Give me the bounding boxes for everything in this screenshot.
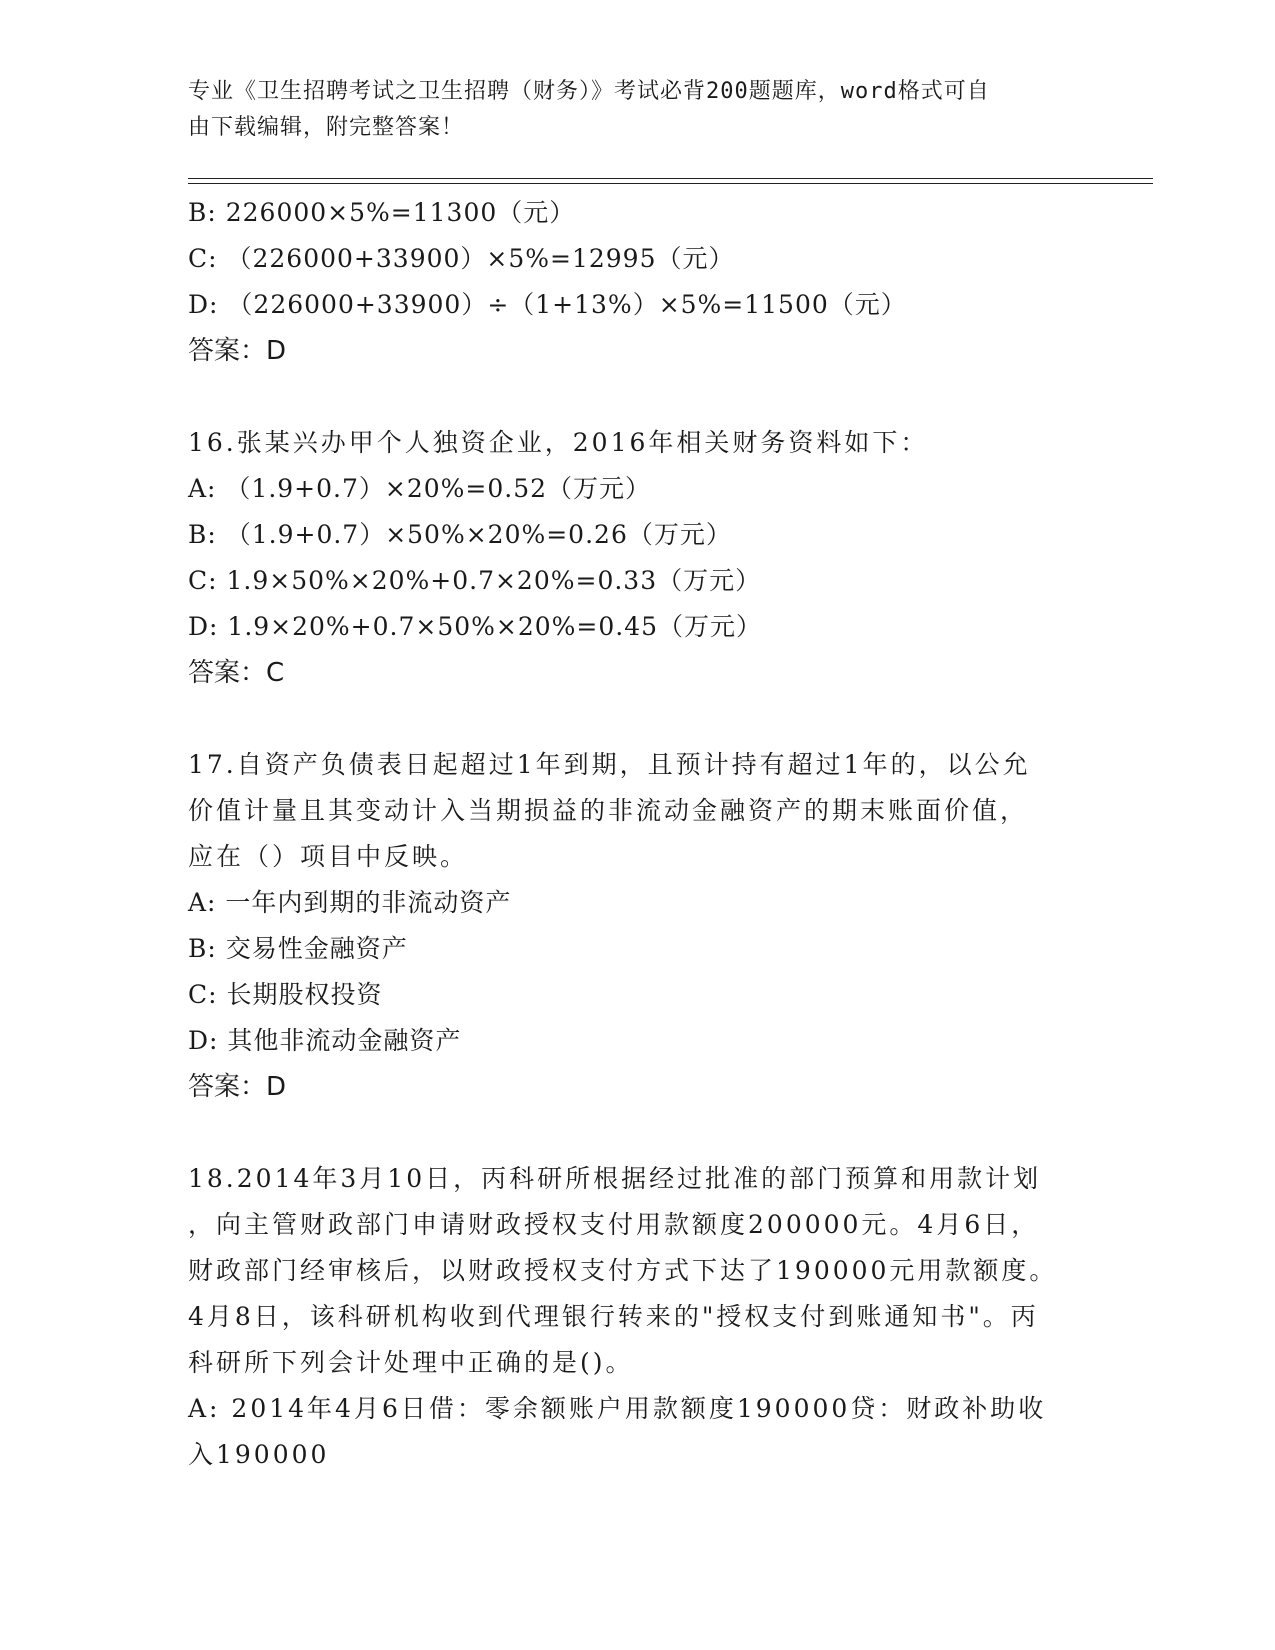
spacer [188, 374, 1088, 420]
option-c: C: 长期股权投资 [188, 980, 383, 1009]
question-stem-line-4: 4月8日，该科研机构收到代理银行转来的"授权支付到账通知书"。丙 [188, 1302, 1039, 1331]
option-d: D: （226000+33900）÷（1+13%）×5%=11500（元） [188, 290, 907, 319]
spacer [188, 1110, 1088, 1156]
option-b: B: （1.9+0.7）×50%×20%=0.26（万元） [188, 520, 732, 549]
question-stem-line-1: 17.自资产负债表日起超过1年到期，且预计持有超过1年的，以公允 [188, 750, 1031, 779]
header-line-2: 由下载编辑，附完整答案！ [188, 115, 465, 140]
question-16 [188, 420, 1088, 696]
header-line-1: 专业《卫生招聘考试之卫生招聘（财务）》考试必背200题题库，word格式可自 [188, 79, 990, 104]
option-d: D: 其他非流动金融资产 [188, 1026, 462, 1055]
question-15 [188, 190, 1088, 374]
question-stem: 16.张某兴办甲个人独资企业，2016年相关财务资料如下： [188, 428, 929, 457]
question-17 [188, 742, 1088, 1110]
question-stem-line-5: 科研所下列会计处理中正确的是()。 [188, 1348, 634, 1377]
question-18 [188, 1156, 1088, 1478]
option-a: A: 2014年4月6日借：零余额账户用款额度190000贷：财政补助收 [188, 1394, 1047, 1423]
option-a: A: 一年内到期的非流动资产 [188, 888, 512, 917]
option-c: C: 1.9×50%×20%+0.7×20%=0.33（万元） [188, 566, 762, 595]
option-a: A: （1.9+0.7）×20%=0.52（万元） [188, 474, 652, 503]
spacer [188, 696, 1088, 742]
answer-line: 答案：D [188, 336, 287, 366]
header-divider-thin [188, 183, 1153, 184]
question-stem-line-3: 财政部门经审核后，以财政授权支付方式下达了190000元用款额度。 [188, 1256, 1058, 1285]
option-c: C: （226000+33900）×5%=12995（元） [188, 244, 735, 273]
option-d: D: 1.9×20%+0.7×50%×20%=0.45（万元） [188, 612, 763, 641]
header-divider [188, 178, 1153, 179]
question-stem-line-3: 应在（）项目中反映。 [188, 842, 469, 871]
question-stem-line-2: ，向主管财政部门申请财政授权支付用款额度200000元。4月6日， [188, 1210, 1040, 1239]
question-list [188, 190, 1088, 1478]
document-header [188, 74, 1068, 146]
answer-line: 答案：C [188, 658, 285, 688]
question-stem-line-2: 价值计量且其变动计入当期损益的非流动金融资产的期末账面价值， [188, 796, 1029, 825]
option-a-continued: 入190000 [188, 1440, 330, 1469]
answer-line: 答案：D [188, 1072, 287, 1102]
question-stem-line-1: 18.2014年3月10日，丙科研所根据经过批准的部门预算和用款计划 [188, 1164, 1042, 1193]
option-b: B: 交易性金融资产 [188, 934, 408, 963]
option-b: B: 226000×5%=11300（元） [188, 198, 576, 227]
